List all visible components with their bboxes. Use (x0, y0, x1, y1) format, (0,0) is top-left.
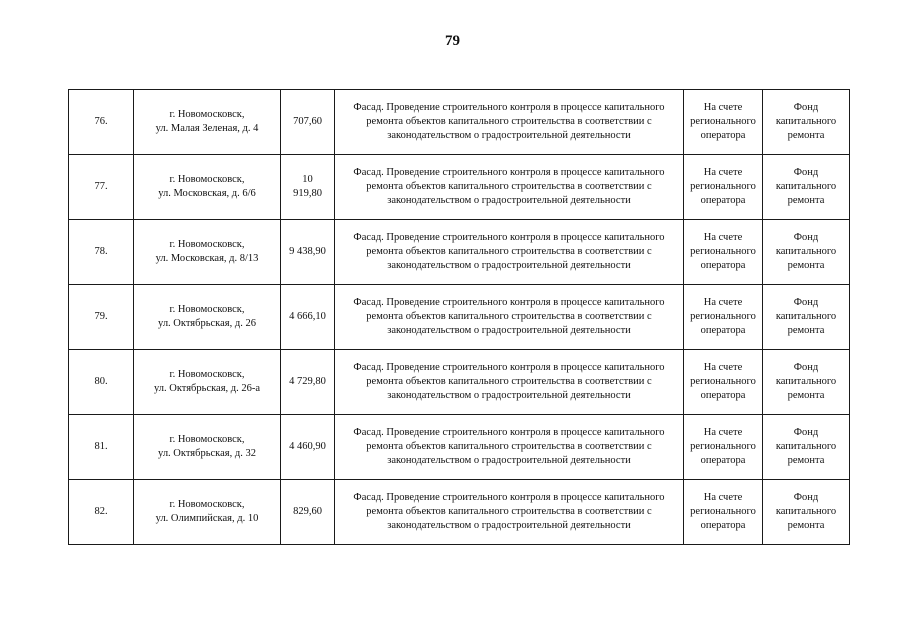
row-number-cell: 77. (69, 155, 134, 220)
address-cell-line: г. Новомосковск, (169, 174, 245, 185)
table-row (69, 480, 850, 545)
funding-source-cell-line: капитального (775, 181, 837, 192)
amount-cell-line: 4 729,80 (289, 376, 326, 387)
table-row (69, 285, 850, 350)
amount-cell (281, 350, 335, 415)
amount-cell (281, 480, 335, 545)
funding-source-cell-line: Фонд (793, 232, 819, 243)
address-cell-line: ул. Октябрьская, д. 26 (158, 318, 256, 329)
address-cell (134, 155, 281, 220)
funding-source-cell (763, 350, 850, 415)
table-row (69, 90, 850, 155)
account-holder-cell-line: На счете (703, 362, 743, 373)
address-cell-line: ул. Московская, д. 6/6 (158, 188, 256, 199)
account-holder-cell-line: регионального (690, 181, 756, 192)
address-cell (134, 480, 281, 545)
account-holder-cell-line: На счете (703, 102, 743, 113)
address-cell-line: г. Новомосковск, (169, 434, 245, 445)
address-cell-line: г. Новомосковск, (169, 499, 245, 510)
account-holder-cell-line: На счете (703, 232, 743, 243)
funding-source-cell (763, 415, 850, 480)
account-holder-cell (684, 90, 763, 155)
work-description-cell: Фасад. Проведение строительного контроля в процессе капитального ремонта объектов капитального строительства в соответствии с законодательством о градостроительной деятельности (335, 220, 684, 285)
funding-source-cell-line: ремонта (787, 455, 825, 466)
account-holder-cell (684, 415, 763, 480)
address-cell (134, 90, 281, 155)
account-holder-cell-line: На счете (703, 297, 743, 308)
funding-source-cell-line: капитального (775, 311, 837, 322)
funding-source-cell-line: капитального (775, 116, 837, 127)
account-holder-cell (684, 155, 763, 220)
funding-source-cell-line: ремонта (787, 325, 825, 336)
address-cell-line: ул. Малая Зеленая, д. 4 (155, 123, 259, 134)
funding-source-cell (763, 90, 850, 155)
funding-source-cell-line: капитального (775, 441, 837, 452)
funding-source-cell (763, 220, 850, 285)
funding-source-cell-line: Фонд (793, 492, 819, 503)
amount-cell (281, 90, 335, 155)
funding-source-cell-line: ремонта (787, 195, 825, 206)
account-holder-cell-line: регионального (690, 441, 756, 452)
amount-cell-line: 707,60 (293, 116, 322, 127)
account-holder-cell-line: На счете (703, 167, 743, 178)
account-holder-cell-line: оператора (700, 195, 746, 206)
address-cell (134, 350, 281, 415)
account-holder-cell (684, 220, 763, 285)
funding-source-cell (763, 480, 850, 545)
address-cell (134, 285, 281, 350)
account-holder-cell-line: оператора (700, 260, 746, 271)
address-cell-line: ул. Московская, д. 8/13 (155, 253, 259, 264)
funding-source-cell-line: ремонта (787, 520, 825, 531)
amount-cell (281, 155, 335, 220)
account-holder-cell-line: регионального (690, 311, 756, 322)
row-number-cell: 78. (69, 220, 134, 285)
table-body (69, 90, 850, 545)
address-cell-line: ул. Октябрьская, д. 32 (158, 448, 256, 459)
row-number-cell: 76. (69, 90, 134, 155)
account-holder-cell-line: оператора (700, 130, 746, 141)
account-holder-cell-line: На счете (703, 427, 743, 438)
account-holder-cell (684, 285, 763, 350)
page-number: 79 (445, 33, 460, 49)
address-cell (134, 220, 281, 285)
account-holder-cell-line: регионального (690, 246, 756, 257)
amount-cell-line: 829,60 (293, 506, 322, 517)
row-number-cell: 81. (69, 415, 134, 480)
address-cell-line: ул. Октябрьская, д. 26-а (153, 383, 261, 394)
row-number-cell: 79. (69, 285, 134, 350)
funding-source-cell (763, 285, 850, 350)
funding-source-cell-line: ремонта (787, 390, 825, 401)
table-row (69, 415, 850, 480)
work-description-cell: Фасад. Проведение строительного контроля в процессе капитального ремонта объектов капитального строительства в соответствии с законодательством о градостроительной деятельности (335, 415, 684, 480)
address-cell-line: ул. Олимпийская, д. 10 (155, 513, 259, 524)
account-holder-cell-line: оператора (700, 325, 746, 336)
work-description-cell: Фасад. Проведение строительного контроля в процессе капитального ремонта объектов капитального строительства в соответствии с законодательством о градостроительной деятельности (335, 285, 684, 350)
funding-source-cell-line: Фонд (793, 297, 819, 308)
amount-cell-line: 919,80 (293, 188, 322, 199)
table-row (69, 220, 850, 285)
amount-cell-line: 4 460,90 (289, 441, 326, 452)
account-holder-cell-line: регионального (690, 506, 756, 517)
account-holder-cell-line: оператора (700, 455, 746, 466)
funding-source-cell-line: капитального (775, 246, 837, 257)
funding-source-cell-line: капитального (775, 376, 837, 387)
funding-source-cell-line: ремонта (787, 130, 825, 141)
amount-cell (281, 220, 335, 285)
account-holder-cell-line: оператора (700, 520, 746, 531)
work-description-cell: Фасад. Проведение строительного контроля в процессе капитального ремонта объектов капитального строительства в соответствии с законодательством о градостроительной деятельности (335, 90, 684, 155)
account-holder-cell (684, 480, 763, 545)
table-row (69, 350, 850, 415)
account-holder-cell (684, 350, 763, 415)
account-holder-cell-line: регионального (690, 376, 756, 387)
table-row (69, 155, 850, 220)
amount-cell (281, 415, 335, 480)
address-cell-line: г. Новомосковск, (169, 239, 245, 250)
funding-source-cell (763, 155, 850, 220)
work-description-cell: Фасад. Проведение строительного контроля в процессе капитального ремонта объектов капитального строительства в соответствии с законодательством о градостроительной деятельности (335, 350, 684, 415)
row-number-cell: 80. (69, 350, 134, 415)
account-holder-cell-line: На счете (703, 492, 743, 503)
funding-source-cell-line: Фонд (793, 167, 819, 178)
amount-cell-line: 10 (302, 174, 313, 185)
work-description-cell: Фасад. Проведение строительного контроля в процессе капитального ремонта объектов капитального строительства в соответствии с законодательством о градостроительной деятельности (335, 155, 684, 220)
address-cell-line: г. Новомосковск, (169, 369, 245, 380)
row-number-cell: 82. (69, 480, 134, 545)
amount-cell (281, 285, 335, 350)
funding-source-cell-line: ремонта (787, 260, 825, 271)
funding-source-cell-line: Фонд (793, 362, 819, 373)
funding-source-cell-line: Фонд (793, 102, 819, 113)
work-description-cell: Фасад. Проведение строительного контроля в процессе капитального ремонта объектов капитального строительства в соответствии с законодательством о градостроительной деятельности (335, 480, 684, 545)
funding-source-cell-line: капитального (775, 506, 837, 517)
repair-works-table (68, 89, 850, 545)
address-cell-line: г. Новомосковск, (169, 304, 245, 315)
address-cell-line: г. Новомосковск, (169, 109, 245, 120)
amount-cell-line: 9 438,90 (289, 246, 326, 257)
account-holder-cell-line: регионального (690, 116, 756, 127)
amount-cell-line: 4 666,10 (289, 311, 326, 322)
address-cell (134, 415, 281, 480)
funding-source-cell-line: Фонд (793, 427, 819, 438)
account-holder-cell-line: оператора (700, 390, 746, 401)
